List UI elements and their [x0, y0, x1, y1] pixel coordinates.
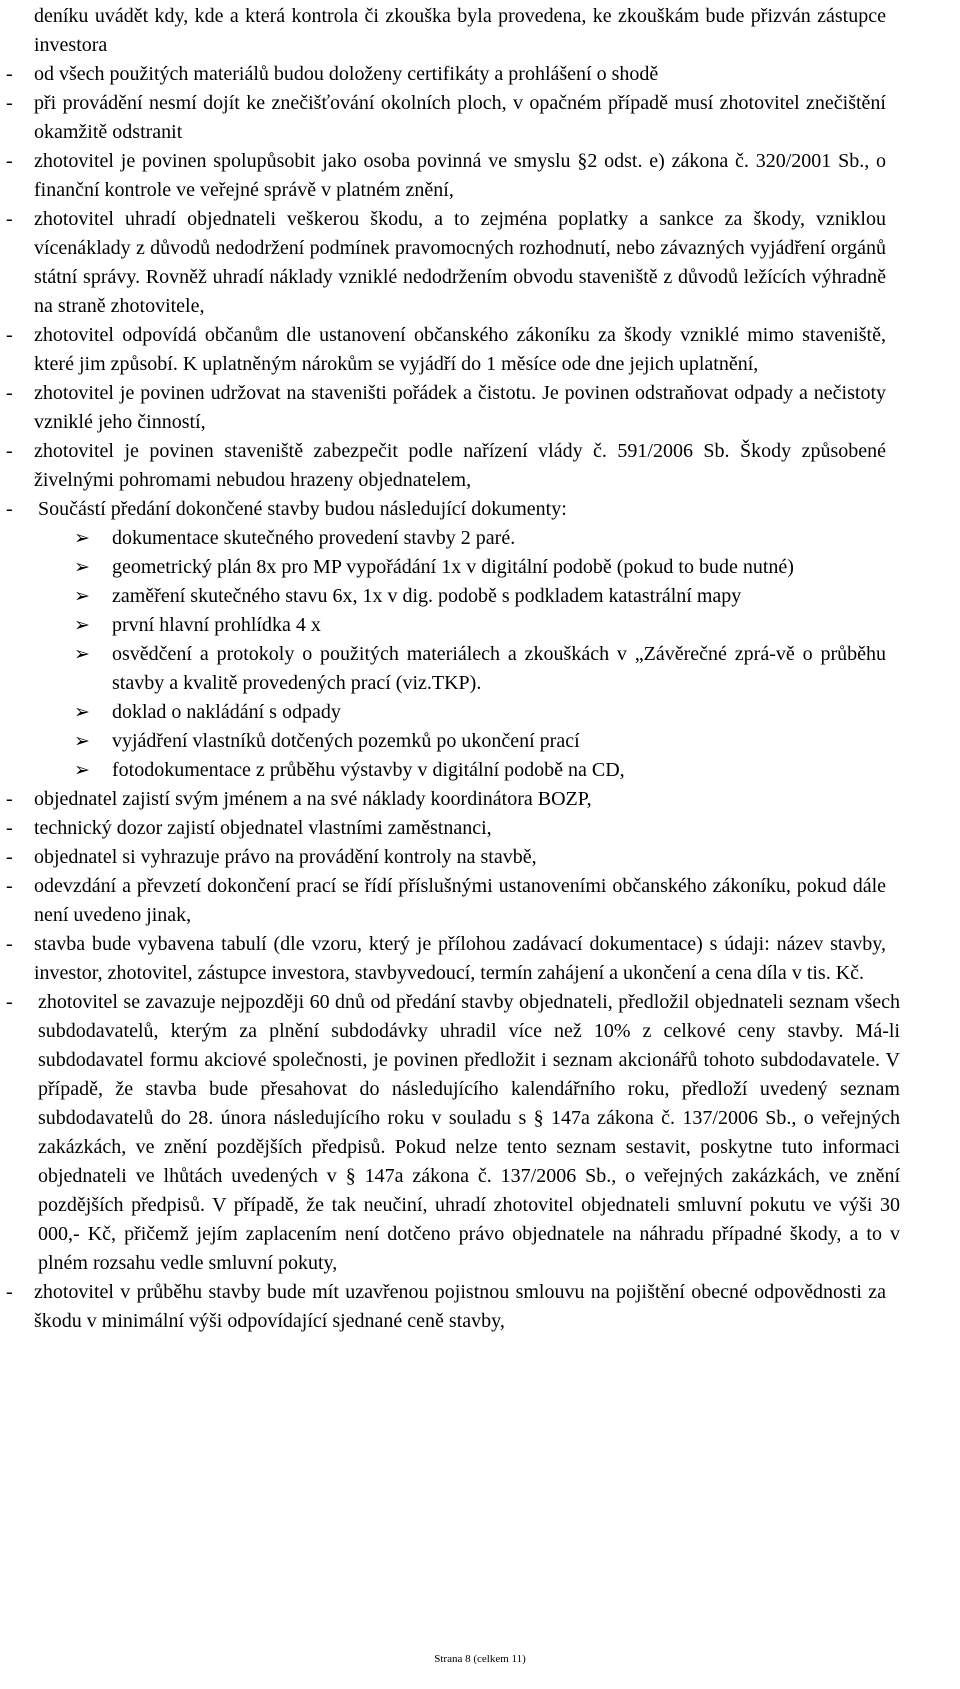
- document-bullet: [0, 756, 960, 785]
- arrow-bullet-icon: ➢: [74, 759, 90, 781]
- list-item-text: zhotovitel je povinen udržovat na staveništi pořádek a čistotu. Je povinen odstraňovat odpady a nečistoty vzniklé jeho činností,: [34, 382, 886, 433]
- arrow-bullet-icon: ➢: [74, 643, 90, 665]
- document-bullet: [0, 524, 960, 553]
- dash-marker: -: [6, 150, 13, 172]
- document-body: [0, 2, 960, 1336]
- dash-marker: -: [6, 498, 13, 520]
- dash-marker: -: [6, 788, 13, 810]
- document-bullet-text: první hlavní prohlídka 4 x: [112, 614, 321, 636]
- list-item-text: objednatel si vyhrazuje právo na provádění kontroly na stavbě,: [34, 846, 537, 868]
- document-bullet-text: doklad o nakládání s odpady: [112, 701, 341, 723]
- list-item: [0, 785, 960, 814]
- dash-marker: -: [6, 846, 13, 868]
- document-bullet-text: dokumentace skutečného provedení stavby 2 paré.: [112, 527, 516, 549]
- dash-marker: -: [6, 382, 13, 404]
- list-item: [0, 147, 960, 205]
- documents-intro-item: [0, 495, 960, 524]
- arrow-bullet-icon: ➢: [74, 614, 90, 636]
- list-item-text: při provádění nesmí dojít ke znečišťování okolních ploch, v opačném případě musí zhotovitel znečištění okamžitě odstranit: [34, 92, 886, 143]
- document-bullet-text: zaměření skutečného stavu 6x, 1x v dig. podobě s podkladem katastrální mapy: [112, 585, 742, 607]
- dash-marker: -: [6, 208, 13, 230]
- list-item-text: zhotovitel je povinen staveniště zabezpečit podle nařízení vlády č. 591/2006 Sb. Škody způsobené živelnými pohromami nebudou hrazeny objednatelem,: [34, 440, 886, 491]
- list-item-text: technický dozor zajistí objednatel vlastními zaměstnanci,: [34, 817, 492, 839]
- arrow-bullet-icon: ➢: [74, 730, 90, 752]
- list-item: [0, 814, 960, 843]
- page-number-footer: Strana 8 (celkem 11): [434, 1653, 526, 1665]
- list-item: [0, 379, 960, 437]
- arrow-bullet-icon: ➢: [74, 556, 90, 578]
- document-bullet: [0, 640, 960, 698]
- dash-marker: -: [6, 92, 13, 114]
- document-bullet: [0, 582, 960, 611]
- list-item-text: stavba bude vybavena tabulí (dle vzoru, který je přílohou zadávací dokumentace) s údaji: název stavby, investor, zhotovitel, zástupce investora, stavbyvedoucí, termín zahájení a ukončení a cena díla v tis. Kč.: [34, 933, 886, 984]
- dash-marker: -: [6, 1281, 13, 1303]
- document-bullet-text: fotodokumentace z průběhu výstavby v digitální podobě na CD,: [112, 759, 625, 781]
- document-bullet-text: geometrický plán 8x pro MP vypořádání 1x v digitální podobě (pokud to bude nutné): [112, 556, 794, 578]
- insurance-text: zhotovitel v průběhu stavby bude mít uzavřenou pojistnou smlouvu na pojištění obecné odpovědnosti za škodu v minimální výši odpovídající sjednané ceně stavby,: [34, 1281, 886, 1332]
- list-item-text: zhotovitel uhradí objednateli veškerou škodu, a to zejména poplatky a sankce za škody, vzniklou vícenáklady z důvodů nedodržení podmínek pravomocných rozhodnutí, nebo závazných vyjádření orgánů státní správy. Rovněž uhradí náklady vzniklé nedodržením obvodu staveniště z důvodů ležících výhradně na straně zhotovitele,: [34, 208, 886, 317]
- dash-marker: -: [6, 817, 13, 839]
- documents-intro-text: Součástí předání dokončené stavby budou následující dokumenty:: [38, 498, 567, 520]
- list-item-text: od všech použitých materiálů budou doloženy certifikáty a prohlášení o shodě: [34, 63, 659, 85]
- list-item-text: odevzdání a převzetí dokončení prací se řídí příslušnými ustanoveními občanského zákoníku, pokud dále není uvedeno jinak,: [34, 875, 886, 926]
- arrow-bullet-icon: ➢: [74, 701, 90, 723]
- list-item: [0, 872, 960, 930]
- list-item: [0, 321, 960, 379]
- list-item: [0, 60, 960, 89]
- document-bullet-text: osvědčení a protokoly o použitých materiálech a zkouškách v „Závěrečné zprá-vě o průběhu stavby a kvalitě provedených prací (viz.TKP).: [112, 643, 886, 694]
- list-item-text: objednatel zajistí svým jménem a na své náklady koordinátora BOZP,: [34, 788, 592, 810]
- document-bullet: [0, 698, 960, 727]
- arrow-bullet-icon: ➢: [74, 585, 90, 607]
- list-item-text: zhotovitel je povinen spolupůsobit jako osoba povinná ve smyslu §2 odst. e) zákona č. 320/2001 Sb., o finanční kontrole ve veřejné správě v platném znění,: [34, 150, 886, 201]
- list-item: [0, 930, 960, 988]
- document-bullet-text: vyjádření vlastníků dotčených pozemků po ukončení prací: [112, 730, 580, 752]
- dash-marker: -: [6, 933, 13, 955]
- dash-marker: -: [6, 991, 13, 1013]
- document-bullet: [0, 553, 960, 582]
- document-bullet: [0, 727, 960, 756]
- subcontractor-item: [0, 988, 960, 1278]
- list-item-text: zhotovitel odpovídá občanům dle ustanovení občanského zákoníku za škody vzniklé mimo staveniště, které jim způsobí. K uplatněným nárokům se vyjádří do 1 měsíce ode dne jejich uplatnění,: [34, 324, 886, 375]
- paragraph-continuation: deníku uvádět kdy, kde a která kontrola či zkouška byla provedena, ke zkouškám bude přizván zástupce investora: [34, 5, 886, 56]
- dash-marker: -: [6, 63, 13, 85]
- insurance-item: [0, 1278, 960, 1336]
- document-bullet: [0, 611, 960, 640]
- list-item: [0, 89, 960, 147]
- dash-marker: -: [6, 440, 13, 462]
- list-item: [0, 843, 960, 872]
- dash-marker: -: [6, 324, 13, 346]
- list-item: [0, 205, 960, 321]
- dash-marker: -: [6, 875, 13, 897]
- subcontractor-text: zhotovitel se zavazuje nejpozději 60 dnů od předání stavby objednateli, předložil objednateli seznam všech subdodavatelů, kterým za plnění subdodávky uhradil více než 10% z celkové ceny stavby. Má-li subdodavatel formu akciové společnosti, je povinen předložit i seznam akcionářů tohoto subdodavatele. V případě, že stavba bude přesahovat do následujícího kalendářního roku, předloží uvedený seznam subdodavatelů do 28. února následujícího roku v souladu s § 147a zákona č. 137/2006 Sb., o veřejných zakázkách, ve znění pozdějších předpisů. Pokud nelze tento seznam sestavit, poskytne tuto informaci objednateli ve lhůtách uvedených v § 147a zákona č. 137/2006 Sb., o veřejných zakázkách, ve znění pozdějších předpisů. V případě, že tak neučiní, uhradí zhotovitel objednateli smluvní pokutu ve výši 30 000,- Kč, přičemž jejím zaplacením není dotčeno právo objednatele na náhradu případné škody, a to v plném rozsahu vedle smluvní pokuty,: [38, 991, 900, 1274]
- arrow-bullet-icon: ➢: [74, 527, 90, 549]
- list-item: [0, 437, 960, 495]
